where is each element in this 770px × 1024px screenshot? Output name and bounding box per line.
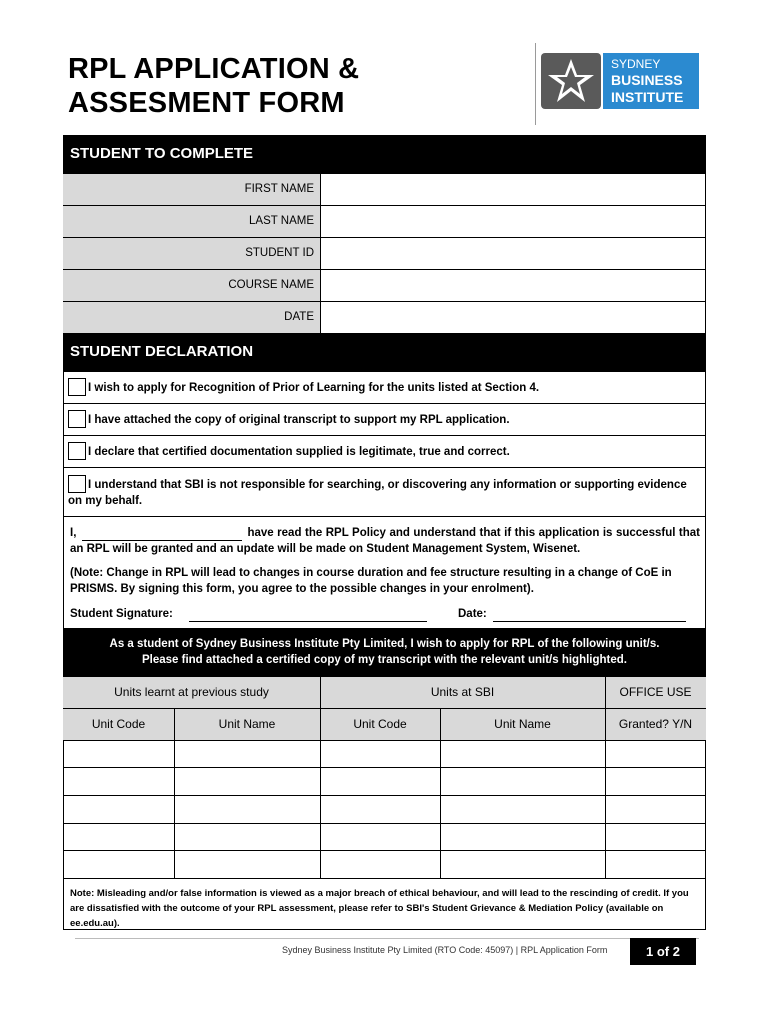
table-cell[interactable] xyxy=(440,795,605,823)
declaration-text: I understand that SBI is not responsible for searching, or discovering any information or supporting evidence on my behalf. xyxy=(68,479,687,507)
units-banner xyxy=(63,628,706,676)
column-header: Unit Name xyxy=(494,717,551,731)
declaration-text: I have attached the copy of original transcript to support my RPL application. xyxy=(88,414,510,426)
table-row[interactable] xyxy=(63,850,706,878)
column-header: Unit Name xyxy=(218,717,276,731)
table-cell[interactable] xyxy=(320,823,440,850)
table-rule xyxy=(63,708,706,709)
header-divider xyxy=(535,43,536,125)
page-number: 1 of 2 xyxy=(630,938,696,965)
declaration-text: I wish to apply for Recognition of Prior of Learning for the units listed at Section 4. xyxy=(88,382,540,394)
table-cell[interactable] xyxy=(440,850,605,878)
signature-line xyxy=(70,606,700,622)
signature-date-input[interactable] xyxy=(493,608,686,622)
star-logo-icon xyxy=(541,53,699,109)
table-rule xyxy=(63,676,706,677)
policy-statement xyxy=(70,525,700,557)
declaration-checkbox[interactable] xyxy=(68,475,86,493)
section-heading-student: STUDENT TO COMPLETE xyxy=(63,135,706,173)
field-row-student-id xyxy=(63,237,706,269)
table-rule xyxy=(63,878,706,879)
footnote: Note: Misleading and/or false information is viewed as a major breach of ethical behaviour, and will lead to the rescinding of credit. If you are dissatisfied with the outcome of your RPL assessment, please refer to SBI's Student Grievance & Mediation Policy (available on ee.edu.au). xyxy=(70,888,689,929)
table-cell[interactable] xyxy=(174,823,320,850)
field-label: DATE xyxy=(63,302,321,333)
group-header-office: OFFICE USE xyxy=(619,685,692,699)
column-header: Unit Code xyxy=(353,717,407,731)
policy-note: (Note: Change in RPL will lead to changes in course duration and fee structure resulting in a change of CoE in PRISMS. By signing this form, you agree to the possible changes in your enrolment). xyxy=(70,567,672,595)
table-cell[interactable] xyxy=(605,823,706,850)
group-header-sbi: Units at SBI xyxy=(430,685,495,699)
logo-text-1: SYDNEY xyxy=(611,57,661,71)
policy-text: have read the RPL Policy and understand that if this application is successful that an RPL will be granted and an update will be made on Student Management System, Wisenet. xyxy=(70,527,701,555)
declaration-item xyxy=(63,435,706,467)
table-cell[interactable] xyxy=(174,740,320,767)
declaration-checkbox[interactable] xyxy=(68,410,86,428)
logo xyxy=(541,53,699,109)
table-cell[interactable] xyxy=(605,740,706,767)
declaration-item xyxy=(63,403,706,435)
table-cell[interactable] xyxy=(174,850,320,878)
logo-text-2: BUSINESS xyxy=(611,72,683,88)
field-row-first-name xyxy=(63,173,706,205)
field-label: FIRST NAME xyxy=(63,174,321,205)
title-line-2: ASSESMENT FORM xyxy=(68,87,345,119)
table-cell[interactable] xyxy=(63,823,174,850)
last-name-input[interactable] xyxy=(321,206,706,237)
field-label: COURSE NAME xyxy=(63,270,321,301)
policy-prefix: I, xyxy=(70,527,77,539)
table-row[interactable] xyxy=(63,740,706,767)
table-cell[interactable] xyxy=(605,850,706,878)
title-line-1: RPL APPLICATION & xyxy=(68,53,360,85)
table-cell[interactable] xyxy=(320,795,440,823)
banner-line-2: Please find attached a certified copy of my transcript with the relevant unit/s highlighted. xyxy=(141,654,627,666)
table-cell[interactable] xyxy=(320,850,440,878)
field-row-date xyxy=(63,301,706,333)
table-cell[interactable] xyxy=(174,795,320,823)
section-heading-declaration: STUDENT DECLARATION xyxy=(63,333,706,371)
declaration-item xyxy=(63,467,706,516)
group-header-previous: Units learnt at previous study xyxy=(114,685,269,699)
student-id-input[interactable] xyxy=(321,238,706,269)
table-cell[interactable] xyxy=(63,795,174,823)
table-cell[interactable] xyxy=(63,850,174,878)
table-cell[interactable] xyxy=(605,795,706,823)
field-row-course-name xyxy=(63,269,706,301)
declaration-text: I declare that certified documentation supplied is legitimate, true and correct. xyxy=(88,446,510,458)
signature-input[interactable] xyxy=(189,608,427,622)
table-cell[interactable] xyxy=(440,823,605,850)
page-title xyxy=(68,52,359,120)
field-row-last-name xyxy=(63,205,706,237)
column-header: Unit Code xyxy=(91,717,146,731)
table-cell[interactable] xyxy=(440,740,605,767)
table-cell[interactable] xyxy=(174,767,320,795)
table-cell[interactable] xyxy=(63,767,174,795)
name-blank-input[interactable] xyxy=(82,527,242,541)
first-name-input[interactable] xyxy=(321,174,706,205)
column-header: Granted? Y/N xyxy=(618,717,693,731)
table-row[interactable] xyxy=(63,823,706,850)
date-label: Date: xyxy=(458,608,487,620)
footer-text: Sydney Business Institute Pty Limited (RTO Code: 45097) | RPL Application Form xyxy=(282,945,608,955)
table-cell[interactable] xyxy=(440,767,605,795)
table-cell[interactable] xyxy=(63,740,174,767)
table-cell[interactable] xyxy=(605,767,706,795)
signature-label: Student Signature: xyxy=(70,608,173,620)
policy-block xyxy=(63,516,706,628)
table-row[interactable] xyxy=(63,795,706,823)
declaration-item xyxy=(63,371,706,403)
table-cell[interactable] xyxy=(320,740,440,767)
footer-divider xyxy=(75,938,699,939)
declaration-checkbox[interactable] xyxy=(68,378,86,396)
banner-line-1: As a student of Sydney Business Institute Pty Limited, I wish to apply for RPL of the following unit/s. xyxy=(109,638,660,650)
field-label: STUDENT ID xyxy=(63,238,321,269)
logo-text-3: INSTITUTE xyxy=(611,89,684,105)
table-row[interactable] xyxy=(63,767,706,795)
declaration-checkbox[interactable] xyxy=(68,442,86,460)
course-name-input[interactable] xyxy=(321,270,706,301)
date-input[interactable] xyxy=(321,302,706,333)
table-cell[interactable] xyxy=(320,767,440,795)
field-label: LAST NAME xyxy=(63,206,321,237)
